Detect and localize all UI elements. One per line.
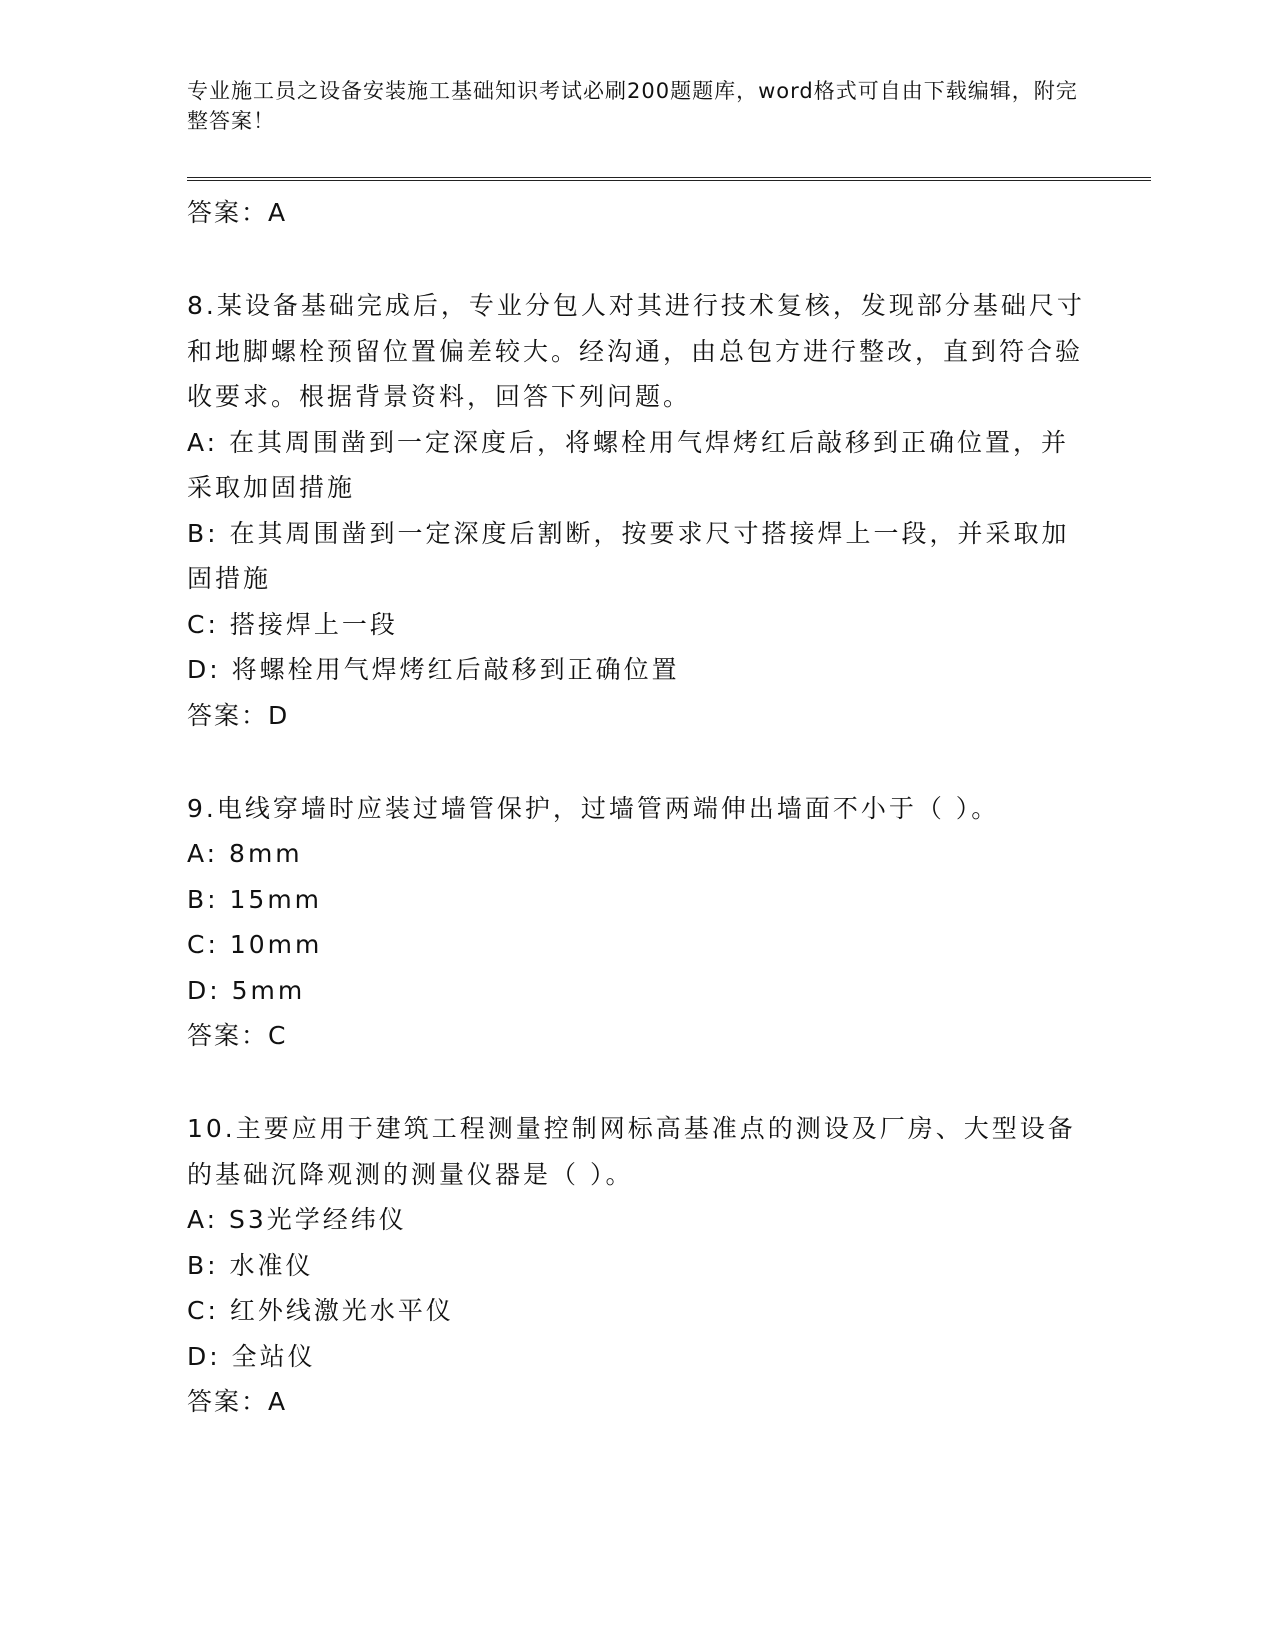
question-list — [187, 190, 1087, 1424]
question-10 — [187, 1106, 1087, 1424]
option-d: D: 全站仪 — [187, 1341, 316, 1371]
option-b: B: 15mm — [187, 884, 323, 914]
question-answer: 答案：D — [187, 700, 290, 730]
option-c: C: 搭接焊上一段 — [187, 609, 398, 639]
option-d: D: 5mm — [187, 975, 306, 1005]
option-a: A: 在其周围凿到一定深度后，将螺栓用气焊烤红后敲移到正确位置，并采取加固措施 — [187, 427, 1070, 502]
previous-answer: 答案：A — [187, 198, 288, 227]
option-a: A: S3光学经纬仪 — [187, 1205, 407, 1234]
option-d: D: 将螺栓用气焊烤红后敲移到正确位置 — [187, 655, 680, 684]
option-c: C: 10mm — [187, 930, 323, 959]
question-stem: 8.某设备基础完成后，专业分包人对其进行技术复核，发现部分基础尺寸和地脚螺栓预留位置偏差较大。经沟通，由总包方进行整改，直到符合验收要求。根据背景资料，回答下列问题。 — [187, 291, 1085, 411]
header-divider — [187, 177, 1151, 181]
page-header-title: 专业施工员之设备安装施工基础知识考试必刷200题题库，word格式可自由下载编辑，附完整答案！ — [187, 79, 1078, 133]
question-9 — [187, 786, 1087, 1059]
option-b: B: 在其周围凿到一定深度后割断，按要求尺寸搭接焊上一段，并采取加固措施 — [187, 518, 1070, 593]
question-answer: 答案：C — [187, 1021, 288, 1050]
question-stem: 9.电线穿墙时应装过墙管保护，过墙管两端伸出墙面不小于（ ）。 — [187, 793, 1000, 823]
question-answer: 答案：A — [187, 1387, 288, 1416]
question-stem: 10.主要应用于建筑工程测量控制网标高基准点的测设及厂房、大型设备的基础沉降观测的测量仪器是（ ）。 — [187, 1114, 1076, 1189]
option-c: C: 红外线激光水平仪 — [187, 1296, 454, 1325]
question-8 — [187, 283, 1087, 738]
option-b: B: 水准仪 — [187, 1250, 314, 1280]
option-a: A: 8mm — [187, 839, 303, 868]
